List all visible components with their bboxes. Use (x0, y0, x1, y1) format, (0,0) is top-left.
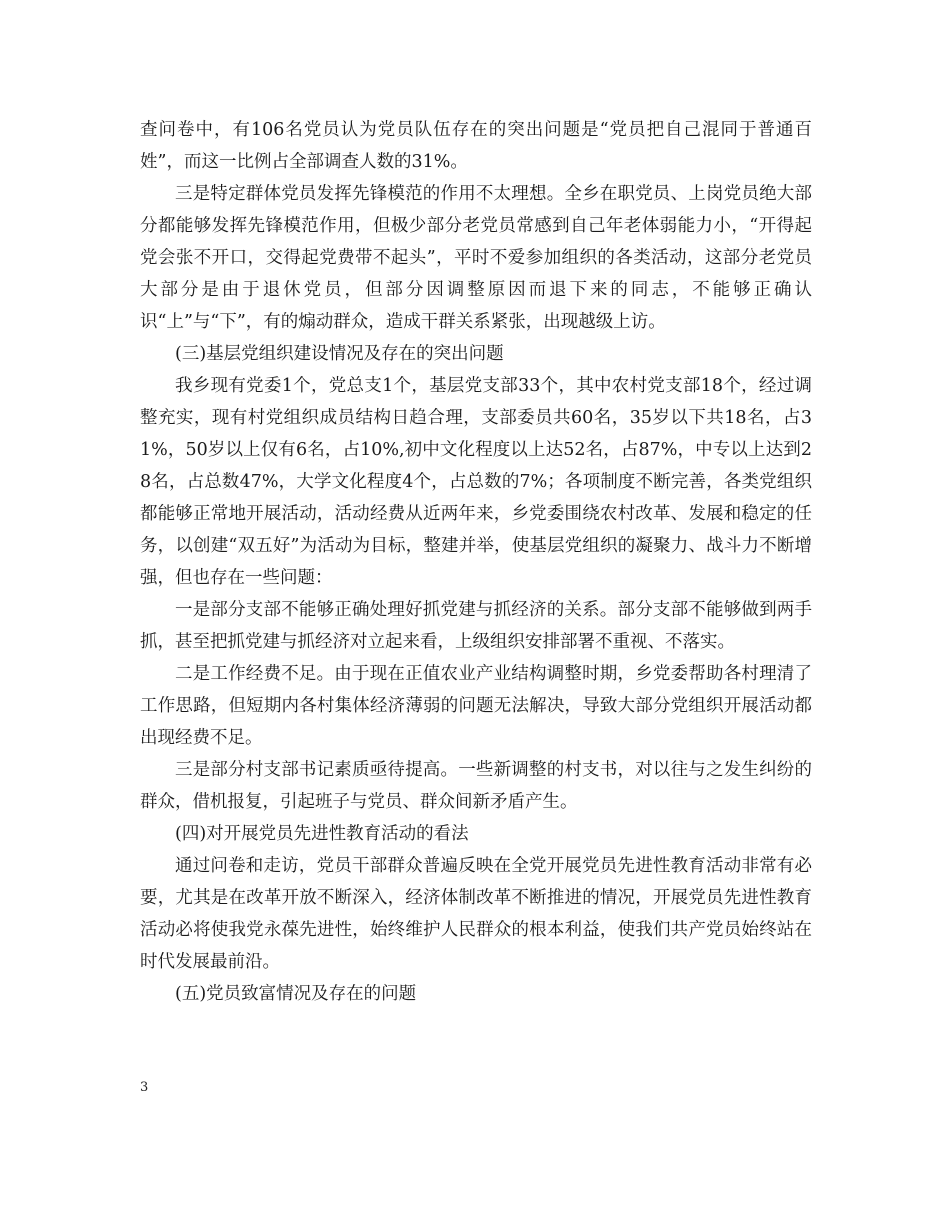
paragraph-education-views: 通过问卷和走访，党员干部群众普遍反映在全党开展党员先进性教育活动非常有必要，尤其是在改革开放不断深入，经济体制改革不断推进的情况，开展党员先进性教育活动必将使我党永葆先进性，始终维护人民群众的根本利益，使我们共产党员始终站在时代发展最前沿。 (140, 856, 812, 972)
paragraph-special-group-members: 三是特定群体党员发挥先锋模范的作用不太理想。全乡在职党员、上岗党员绝大部分都能够发挥先锋模范作用，但极少部分老党员常感到自己年老体弱能力小，“开得起党会张不开口，交得起党费带不起头”，平时不爱参加组织的各类活动，这部分老党员大部分是由于退休党员，但部分因调整原因而退下来的同志，不能够正确认识“上”与“下”，有的煽动群众，造成干群关系紧张，出现越级上访。 (140, 184, 812, 332)
body-text (140, 114, 812, 1010)
paragraph-problem-3: 三是部分村支部书记素质亟待提高。一些新调整的村支书，对以往与之发生纠纷的群众，借机报复，引起班子与党员、群众间新矛盾产生。 (140, 760, 812, 812)
page-number: 3 (140, 1080, 149, 1095)
section-heading-4: (四)对开展党员先进性教育活动的看法 (175, 824, 469, 844)
paragraph-party-organization-stats: 我乡现有党委1个，党总支1个，基层党支部33个，其中农村党支部18个，经过调整充实，现有村党组织成员结构日趋合理，支部委员共60名，35岁以下共18名，占31%，50岁以上仅有6名，占10%,初中文化程度以上达52名，占87%，中专以上达到28名，占总数47%，大学文化程度4个，占总数的7%；各项制度不断完善，各类党组织都能够正常地开展活动，活动经费从近两年来，乡党委围绕农村改革、发展和稳定的任务，以创建“双五好”为活动为目标，整建并举，使基层党组织的凝聚力、战斗力不断增强，但也存在一些问题： (140, 376, 812, 588)
paragraph-problem-2: 二是工作经费不足。由于现在正值农业产业结构调整时期，乡党委帮助各村理清了工作思路，但短期内各村集体经济薄弱的问题无法解决，导致大部分党组织开展活动都出现经费不足。 (140, 664, 812, 748)
paragraph-problem-1: 一是部分支部不能够正确处理好抓党建与抓经济的关系。部分支部不能够做到两手抓，甚至把抓党建与抓经济对立起来看，上级组织安排部署不重视、不落实。 (140, 600, 812, 652)
section-heading-5: (五)党员致富情况及存在的问题 (175, 984, 417, 1004)
section-heading-3: (三)基层党组织建设情况及存在的突出问题 (175, 344, 504, 364)
paragraph-continuation: 查问卷中，有106名党员认为党员队伍存在的突出问题是“党员把自己混同于普通百姓”，而这一比例占全部调查人数的31%。 (140, 120, 812, 172)
